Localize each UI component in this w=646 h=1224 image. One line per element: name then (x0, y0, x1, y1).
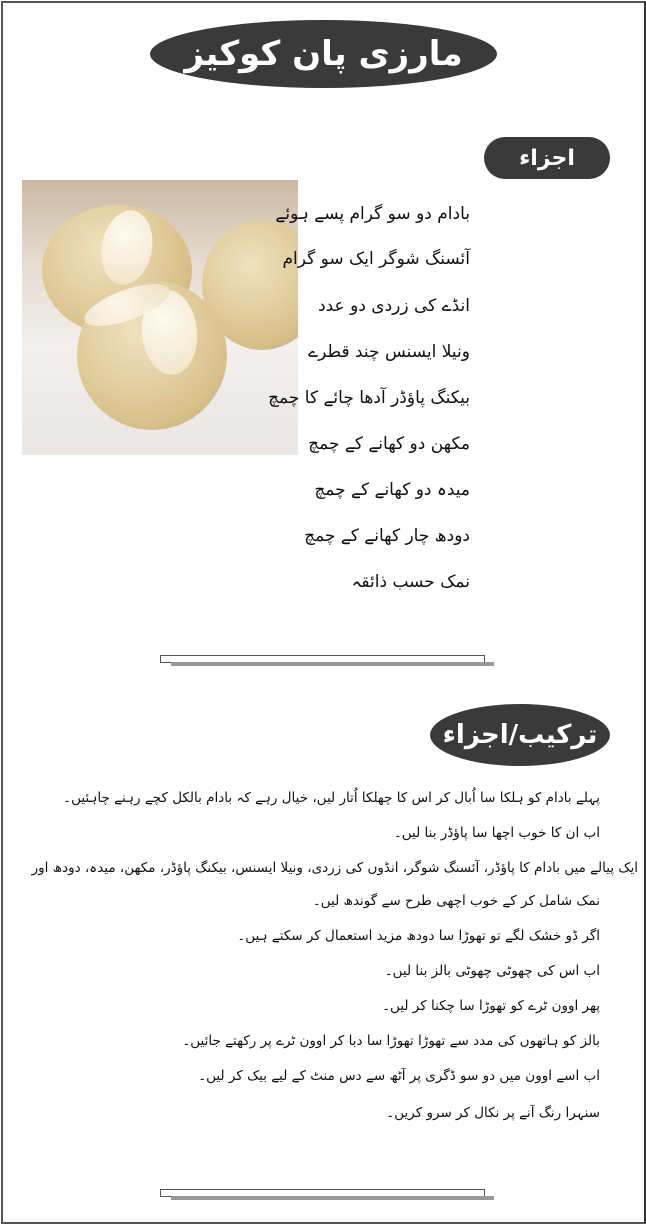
ingredient-item: بادام دو سو گرام پسے ہوئے (275, 204, 470, 224)
ingredient-item: میدہ دو کھانے کے چمچ (314, 480, 470, 500)
method-step: سنہرا رنگ آنے پر نکال کر سرو کریں۔ (386, 1105, 600, 1121)
cookies-photo (22, 180, 298, 455)
method-step: اگر ڈو خشک لگے تو تھوڑا سا دودھ مزید استعمال کر سکتے ہیں۔ (237, 928, 600, 944)
method-heading: ترکیب/اجزاء (430, 704, 610, 766)
method-step: بالز کو ہاتھوں کی مدد سے تھوڑا تھوڑا سا دبا کر اوون ٹرے پر رکھتے جائیں۔ (182, 1033, 600, 1049)
method-step: نمک شامل کر کے خوب اچھی طرح سے گوندھ لیں۔ (312, 893, 600, 909)
method-step: اب اسے اوون میں دو سو ڈگری پر آٹھ سے دس منٹ کے لیے بیک کر لیں۔ (198, 1068, 600, 1084)
method-step: پھر اوون ٹرے کو تھوڑا سا چکنا کر لیں۔ (382, 998, 600, 1014)
ingredient-item: انڈے کی زردی دو عدد (318, 296, 470, 316)
ingredient-item: بیکنگ پاؤڈر آدھا چائے کا چمچ (268, 388, 470, 408)
section-divider (160, 655, 485, 663)
ingredient-item: آئسنگ شوگر ایک سو گرام (282, 249, 470, 269)
method-step: ایک پیالے میں بادام کا پاؤڈر، آئسنگ شوگر، انڈوں کی زردی، ونیلا ایسنس، بیکنگ پاؤڈر، مکھن، میدہ، دودھ اور (31, 860, 638, 876)
ingredients-heading: اجزاء (484, 137, 610, 179)
page-title: مارزی پان کوکیز (150, 20, 497, 88)
method-step: اب ان کا خوب اچھا سا پاؤڈر بنا لیں۔ (393, 825, 600, 841)
method-step: پہلے بادام کو ہلکا سا اُبال کر اس کا چھلکا اُتار لیں، خیال رہے کہ بادام بالکل کچے رہنے چاہئیں۔ (63, 790, 600, 806)
method-step: اب اس کی چھوٹی چھوٹی بالز بنا لیں۔ (384, 963, 600, 979)
bottom-divider (160, 1189, 485, 1197)
ingredient-item: دودھ چار کھانے کے چمچ (304, 526, 470, 546)
ingredient-item: ونیلا ایسنس چند قطرے (308, 342, 470, 362)
ingredient-item: نمک حسب ذائقہ (351, 572, 470, 592)
ingredient-item: مکھن دو کھانے کے چمچ (308, 434, 470, 454)
